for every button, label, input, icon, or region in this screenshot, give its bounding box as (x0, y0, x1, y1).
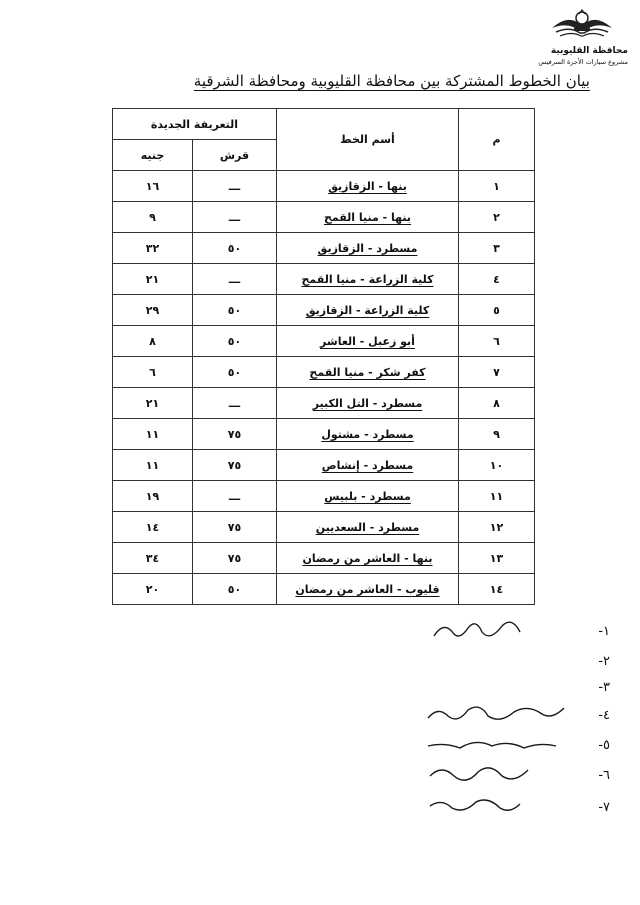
signature-line (400, 738, 610, 760)
signature-number: ٥- (598, 738, 610, 753)
route-name: كلية الزراعة - الزقازيق (277, 295, 459, 326)
fare-pounds: ٣٢ (113, 233, 193, 264)
table-row (113, 512, 535, 543)
signature-number: ٤- (598, 708, 610, 723)
signature-line (400, 708, 610, 730)
row-number: ١٣ (459, 543, 535, 574)
fare-piasters: ـــ (193, 481, 277, 512)
signature-line (400, 800, 610, 822)
signature-number: ٧- (598, 800, 610, 815)
fare-piasters: ٧٥ (193, 512, 277, 543)
table-row (113, 202, 535, 233)
fare-pounds: ١١ (113, 419, 193, 450)
route-name: مسطرد - السعديين (277, 512, 459, 543)
col-number-header: م (459, 109, 535, 171)
logo-title: محافظة القليوبية (550, 46, 628, 56)
route-name: مسطرد - الزقازيق (277, 233, 459, 264)
table-row (113, 450, 535, 481)
route-name: بنها - العاشر من رمضان (277, 543, 459, 574)
table-row (113, 481, 535, 512)
fare-piasters: ٥٠ (193, 574, 277, 605)
fare-piasters: ٥٠ (193, 233, 277, 264)
signature-line (400, 624, 610, 646)
handwritten-signature (424, 732, 574, 762)
row-number: ٧ (459, 357, 535, 388)
route-name: مسطرد - إنشاص (277, 450, 459, 481)
fare-pounds: ١٦ (113, 171, 193, 202)
row-number: ٥ (459, 295, 535, 326)
route-name: كفر شكر - منيا القمح (277, 357, 459, 388)
table-row (113, 233, 535, 264)
signature-number: ٢- (598, 654, 610, 669)
route-name: أبو زعبل - العاشر (277, 326, 459, 357)
fare-pounds: ٢٠ (113, 574, 193, 605)
col-route-header: أسم الخط (277, 109, 459, 171)
row-number: ١٤ (459, 574, 535, 605)
fare-pounds: ٨ (113, 326, 193, 357)
signature-number: ٦- (598, 768, 610, 783)
table-row (113, 388, 535, 419)
table-header-row (113, 109, 535, 140)
table-row (113, 326, 535, 357)
route-name: بنها - منيا القمح (277, 202, 459, 233)
table-body (113, 171, 535, 605)
table-row (113, 357, 535, 388)
table-row (113, 574, 535, 605)
fare-pounds: ٦ (113, 357, 193, 388)
handwritten-signature (424, 618, 574, 648)
fare-piasters: ـــ (193, 388, 277, 419)
table-row (113, 419, 535, 450)
route-name: مسطرد - مشتول (277, 419, 459, 450)
fare-piasters: ٧٥ (193, 543, 277, 574)
row-number: ١ (459, 171, 535, 202)
signatures-list (400, 620, 610, 830)
signature-line (400, 680, 610, 702)
fare-piasters: ٧٥ (193, 450, 277, 481)
signature-line (400, 768, 610, 790)
fare-pounds: ٣٤ (113, 543, 193, 574)
fare-pounds: ١١ (113, 450, 193, 481)
route-name: بنها - الزقازيق (277, 171, 459, 202)
fare-piasters: ـــ (193, 171, 277, 202)
logo-subtitle: مشروع سيارات الأجرة السرفيس (538, 58, 628, 66)
row-number: ٦ (459, 326, 535, 357)
fare-pounds: ١٩ (113, 481, 193, 512)
handwritten-signature (424, 794, 574, 824)
row-number: ٣ (459, 233, 535, 264)
col-piasters-header: قرش (193, 140, 277, 171)
col-fare-header: التعريفة الجديدة (113, 109, 277, 140)
row-number: ١٢ (459, 512, 535, 543)
table-row (113, 171, 535, 202)
row-number: ٨ (459, 388, 535, 419)
table-row (113, 295, 535, 326)
fare-piasters: ـــ (193, 264, 277, 295)
signature-line (400, 654, 610, 676)
fare-piasters: ٥٠ (193, 326, 277, 357)
row-number: ٤ (459, 264, 535, 295)
row-number: ١١ (459, 481, 535, 512)
emblem-icon (550, 8, 614, 44)
route-name: كلية الزراعة - منيا القمح (277, 264, 459, 295)
table-row (113, 543, 535, 574)
signature-number: ٣- (598, 680, 610, 695)
document-title: بيان الخطوط المشتركة بين محافظة القليوبية ومحافظة الشرقية (193, 72, 590, 90)
fare-pounds: ٢٩ (113, 295, 193, 326)
fare-pounds: ٢١ (113, 264, 193, 295)
fare-piasters: ٥٠ (193, 295, 277, 326)
fare-piasters: ٥٠ (193, 357, 277, 388)
fare-piasters: ٧٥ (193, 419, 277, 450)
fare-piasters: ـــ (193, 202, 277, 233)
handwritten-signature (424, 762, 574, 792)
table-row (113, 264, 535, 295)
governorate-logo (512, 8, 630, 64)
handwritten-signature (424, 702, 574, 732)
fare-pounds: ٢١ (113, 388, 193, 419)
route-name: قليوب - العاشر من رمضان (277, 574, 459, 605)
row-number: ٢ (459, 202, 535, 233)
route-name: مسطرد - التل الكبير (277, 388, 459, 419)
routes-table (112, 108, 535, 605)
row-number: ٩ (459, 419, 535, 450)
route-name: مسطرد - بلبيس (277, 481, 459, 512)
row-number: ١٠ (459, 450, 535, 481)
fare-pounds: ١٤ (113, 512, 193, 543)
fare-pounds: ٩ (113, 202, 193, 233)
col-pounds-header: جنيه (113, 140, 193, 171)
signature-number: ١- (598, 624, 610, 639)
